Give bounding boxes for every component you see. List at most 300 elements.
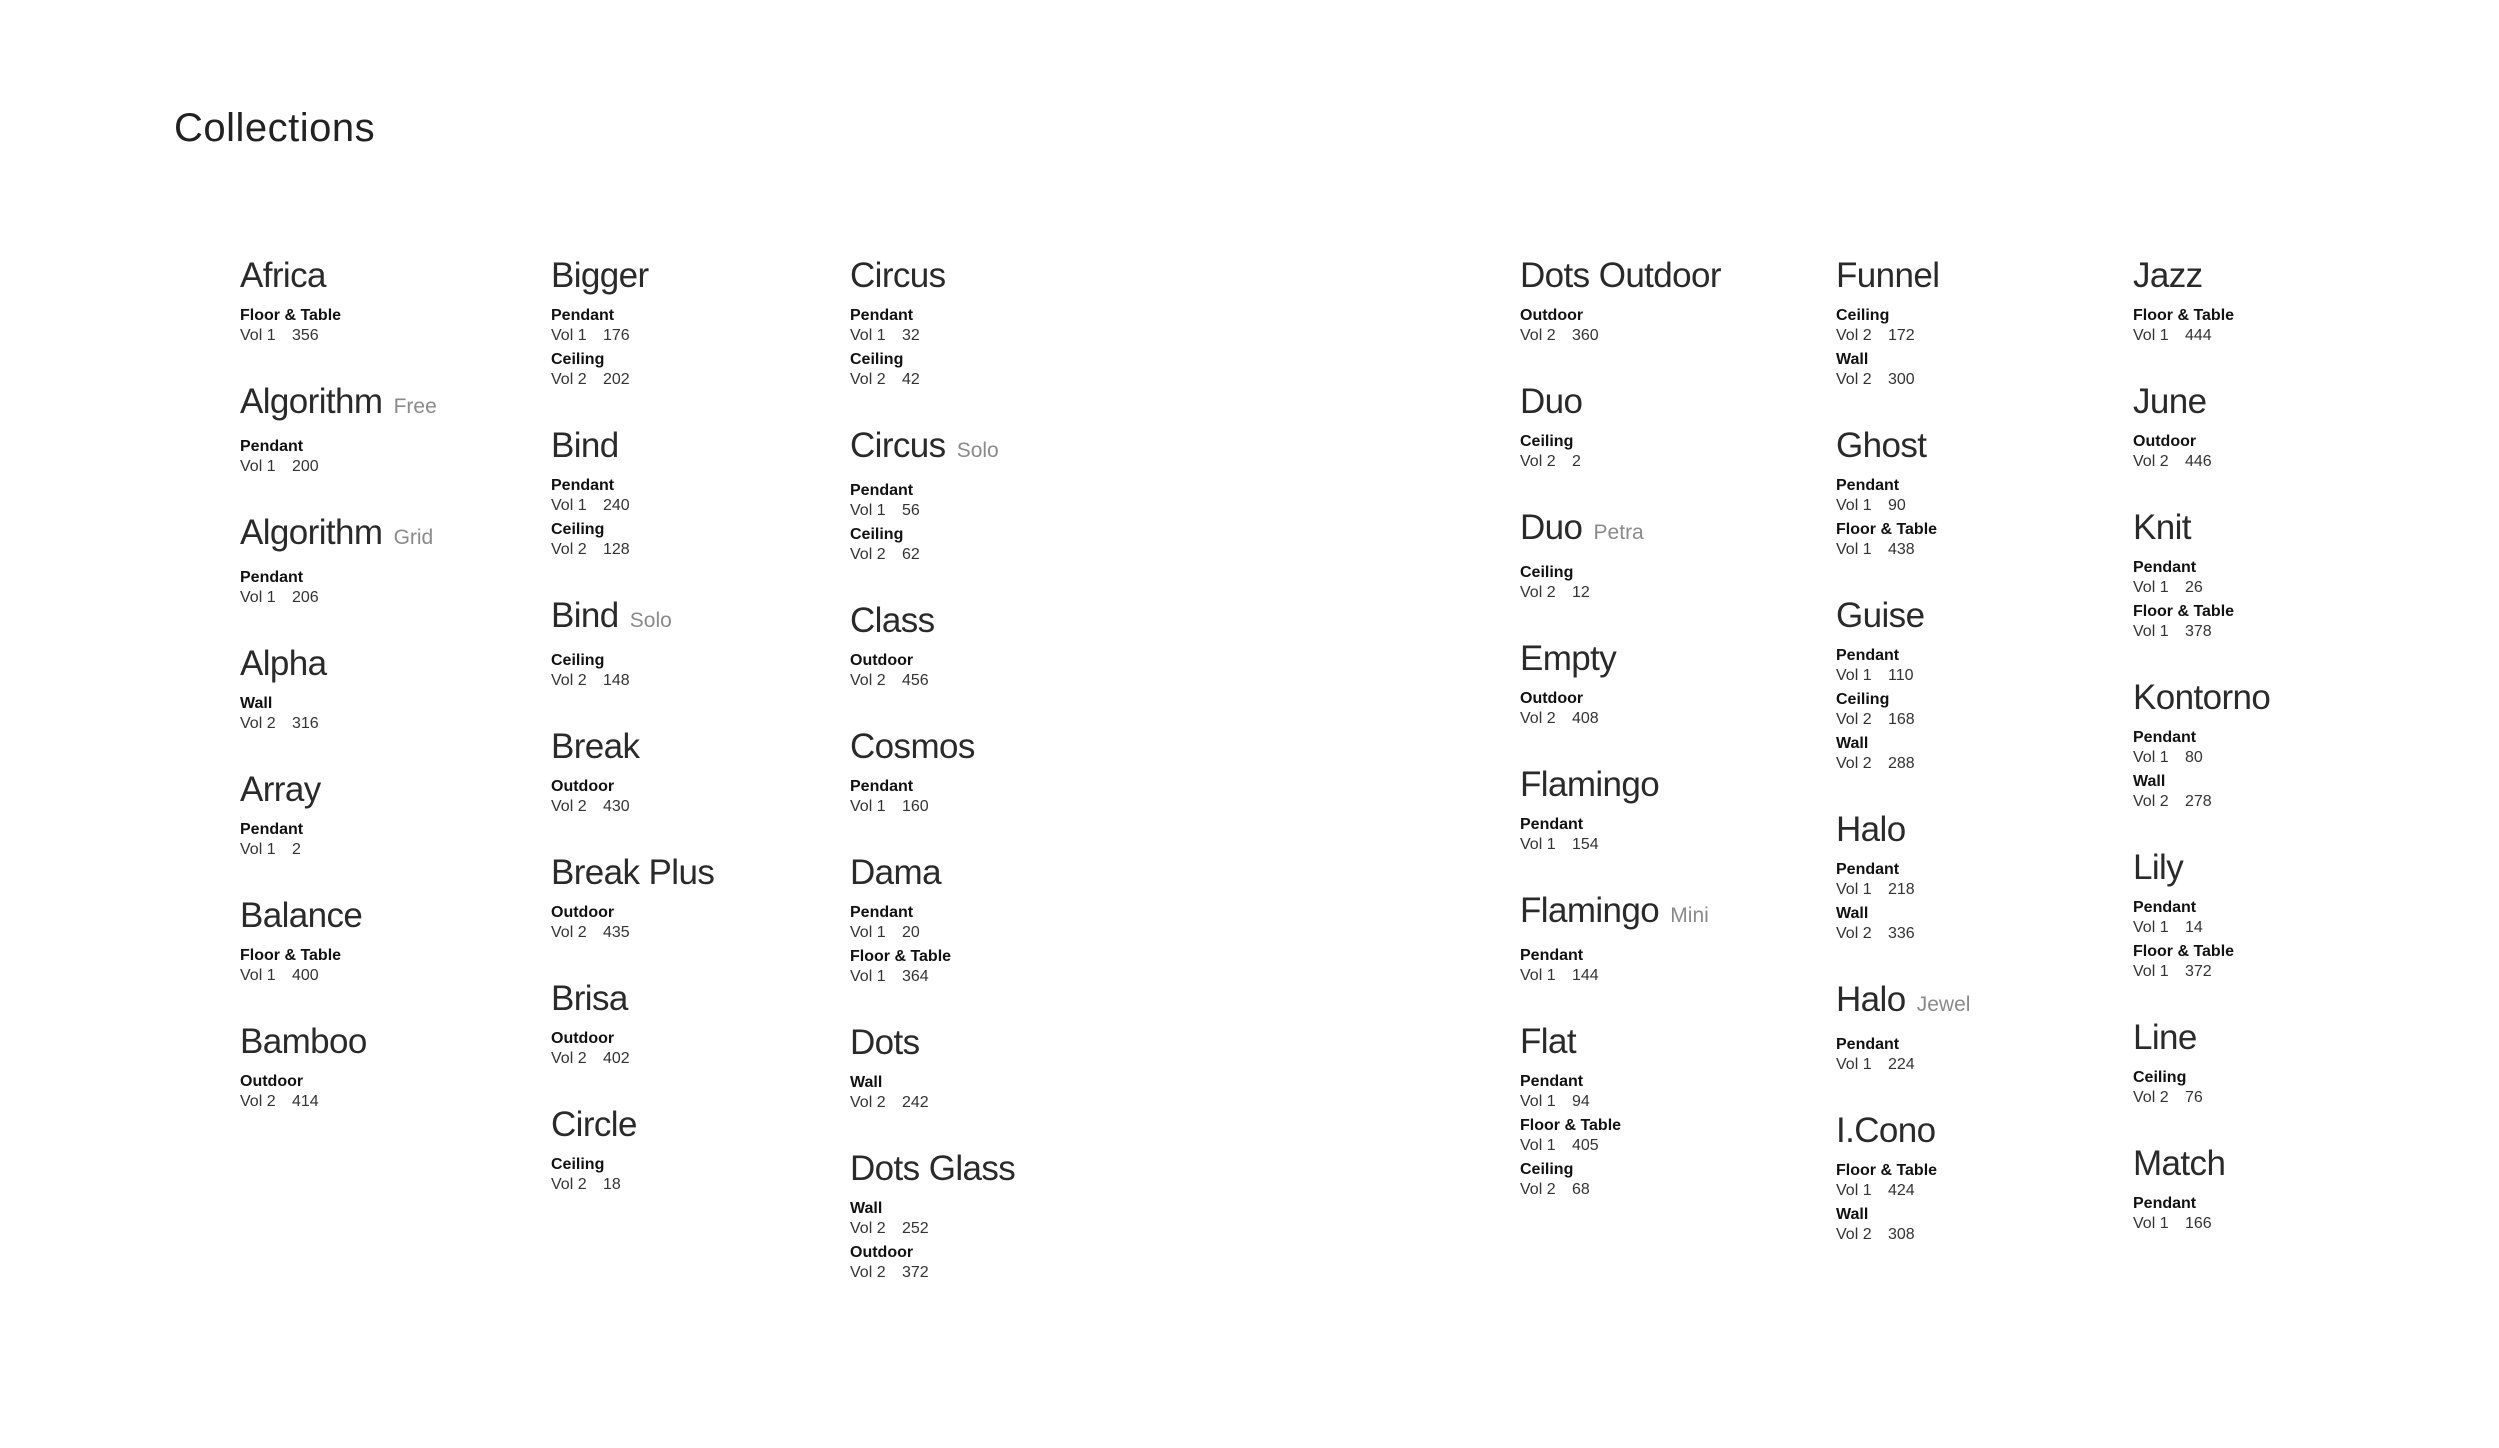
- category-label: Floor & Table: [850, 948, 952, 965]
- collection-name-text: Dama: [850, 853, 941, 892]
- collection-items: [850, 903, 1150, 987]
- page-number: 435: [603, 924, 630, 941]
- page-number: 200: [292, 458, 319, 475]
- volume-page-ref: [240, 457, 540, 477]
- collection-entry[interactable]: [2133, 1016, 2433, 1108]
- collection-name: [551, 594, 851, 643]
- collection-entry[interactable]: [551, 424, 851, 560]
- volume-label: Vol 2: [850, 672, 886, 689]
- page-number: 360: [1572, 327, 1599, 344]
- collection-entry[interactable]: [551, 851, 851, 943]
- page-number: 424: [1888, 1182, 1915, 1199]
- collection-items: [1520, 563, 1820, 603]
- collection-name-text: Bind: [551, 596, 619, 635]
- category-label: Pendant: [240, 569, 304, 586]
- page-number: 144: [1572, 967, 1599, 984]
- collection-name: [240, 894, 540, 938]
- collection-variant: Grid: [393, 526, 434, 549]
- collection-name-text: Break Plus: [551, 853, 715, 892]
- collection-items: [2133, 306, 2433, 346]
- collection-items: [1520, 432, 1820, 472]
- page-number: 252: [902, 1220, 929, 1237]
- volume-page-ref: [850, 923, 1150, 943]
- collection-entry[interactable]: [551, 725, 851, 817]
- category-label: Floor & Table: [240, 947, 342, 964]
- volume-label: Vol 2: [850, 546, 886, 563]
- volume-label: Vol 1: [2133, 579, 2169, 596]
- volume-label: Vol 1: [850, 798, 886, 815]
- category-label: Ceiling: [850, 526, 904, 543]
- page-number: 154: [1572, 836, 1599, 853]
- collection-items: [850, 1199, 1150, 1283]
- volume-label: Vol 2: [240, 715, 276, 732]
- category-label: Wall: [1836, 351, 1869, 368]
- collection-name: [1836, 808, 2136, 852]
- collection-name-text: Cosmos: [850, 727, 975, 766]
- category-label: Ceiling: [551, 351, 605, 368]
- volume-page-ref: [1520, 709, 1820, 729]
- volume-page-ref: [240, 840, 540, 860]
- collection-items: [1836, 306, 2136, 390]
- collection-name-text: Array: [240, 770, 321, 809]
- volume-page-ref: [2133, 748, 2433, 768]
- volume-page-ref: [240, 714, 540, 734]
- collection-entry[interactable]: [1520, 380, 1820, 472]
- collection-column-2: [551, 254, 851, 1229]
- collection-entry[interactable]: [2133, 380, 2433, 472]
- collection-items: [240, 568, 540, 608]
- volume-page-ref: [551, 326, 851, 346]
- collection-name: [551, 424, 851, 468]
- volume-label: Vol 1: [1520, 967, 1556, 984]
- category-label: Ceiling: [1520, 564, 1574, 581]
- volume-label: Vol 1: [1520, 1093, 1556, 1110]
- collection-name: [1520, 637, 1820, 681]
- page-number: 240: [603, 497, 630, 514]
- page-number: 456: [902, 672, 929, 689]
- volume-page-ref: [1520, 966, 1820, 986]
- collection-entry[interactable]: [850, 851, 1150, 987]
- volume-label: Vol 2: [551, 1176, 587, 1193]
- page-number: 62: [902, 546, 920, 563]
- volume-label: Vol 1: [551, 497, 587, 514]
- collection-entry[interactable]: [1836, 424, 2136, 560]
- collection-name-text: Ghost: [1836, 426, 1927, 465]
- category-label: Outdoor: [240, 1073, 304, 1090]
- volume-label: Vol 1: [2133, 327, 2169, 344]
- page-number: 26: [2185, 579, 2203, 596]
- collection-name-text: Balance: [240, 896, 363, 935]
- collection-name-text: Funnel: [1836, 256, 1940, 295]
- category-label: Wall: [1836, 1206, 1869, 1223]
- volume-label: Vol 2: [1520, 327, 1556, 344]
- collection-name: [2133, 506, 2433, 550]
- collection-name: [850, 725, 1150, 769]
- collection-items: [551, 476, 851, 560]
- category-label: Pendant: [240, 821, 304, 838]
- collection-entry[interactable]: [240, 1020, 540, 1112]
- volume-label: Vol 2: [850, 1094, 886, 1111]
- collection-entry[interactable]: [240, 768, 540, 860]
- collection-entry[interactable]: [2133, 506, 2433, 642]
- collection-entry[interactable]: [1836, 978, 2136, 1075]
- volume-page-ref: [240, 1092, 540, 1112]
- volume-page-ref: [850, 1263, 1150, 1283]
- volume-page-ref: [2133, 326, 2433, 346]
- collection-name: [2133, 676, 2433, 720]
- collection-entry[interactable]: [850, 424, 1150, 565]
- volume-page-ref: [2133, 1088, 2433, 1108]
- volume-label: Vol 1: [240, 327, 276, 344]
- collection-name-text: Dots: [850, 1023, 920, 1062]
- collection-name-text: Flamingo: [1520, 891, 1660, 930]
- collection-entry[interactable]: [240, 380, 540, 477]
- collection-name: [850, 599, 1150, 643]
- collection-name-text: Halo: [1836, 980, 1906, 1019]
- category-label: Wall: [1836, 735, 1869, 752]
- collection-entry[interactable]: [2133, 254, 2433, 346]
- category-label: Floor & Table: [2133, 943, 2235, 960]
- category-label: Floor & Table: [1520, 1117, 1622, 1134]
- page-number: 68: [1572, 1181, 1590, 1198]
- collection-name: [240, 380, 540, 429]
- volume-page-ref: [1836, 1055, 2136, 1075]
- volume-label: Vol 2: [850, 371, 886, 388]
- category-label: Pendant: [2133, 559, 2197, 576]
- collection-items: [551, 1155, 851, 1195]
- collection-name-text: I.Cono: [1836, 1111, 1936, 1150]
- category-label: Outdoor: [1520, 307, 1584, 324]
- collection-name: [1520, 380, 1820, 424]
- collection-items: [240, 946, 540, 986]
- category-label: Ceiling: [1836, 307, 1890, 324]
- volume-label: Vol 2: [551, 924, 587, 941]
- page-number: 76: [2185, 1089, 2203, 1106]
- volume-page-ref: [1836, 880, 2136, 900]
- category-label: Ceiling: [1520, 1161, 1574, 1178]
- collection-items: [240, 820, 540, 860]
- category-label: Wall: [240, 695, 273, 712]
- collection-name: [850, 1147, 1150, 1191]
- collection-entry[interactable]: [551, 254, 851, 390]
- volume-label: Vol 2: [1836, 925, 1872, 942]
- category-label: Outdoor: [551, 778, 615, 795]
- volume-page-ref: [1520, 1136, 1820, 1156]
- collection-entry[interactable]: [551, 977, 851, 1069]
- category-label: Pendant: [551, 477, 615, 494]
- collection-name: [850, 1021, 1150, 1065]
- page-number: 80: [2185, 749, 2203, 766]
- volume-page-ref: [551, 923, 851, 943]
- collection-name-text: Dots Glass: [850, 1149, 1016, 1188]
- page-number: 278: [2185, 793, 2212, 810]
- volume-label: Vol 2: [1520, 710, 1556, 727]
- collection-name: [850, 424, 1150, 473]
- category-label: Pendant: [240, 438, 304, 455]
- category-label: Outdoor: [2133, 433, 2197, 450]
- collection-column-3: [850, 254, 1150, 1317]
- collection-items: [2133, 1194, 2433, 1234]
- collection-entry[interactable]: [2133, 846, 2433, 982]
- collection-entry[interactable]: [1836, 254, 2136, 390]
- collection-items: [551, 777, 851, 817]
- collection-items: [551, 306, 851, 390]
- collection-items: [240, 1072, 540, 1112]
- volume-label: Vol 1: [2133, 623, 2169, 640]
- category-label: Ceiling: [1520, 433, 1574, 450]
- collection-name-text: Dots Outdoor: [1520, 256, 1721, 295]
- volume-page-ref: [551, 671, 851, 691]
- volume-page-ref: [1520, 1092, 1820, 1112]
- page-number: 405: [1572, 1137, 1599, 1154]
- page-number: 224: [1888, 1056, 1915, 1073]
- volume-label: Vol 2: [1520, 1181, 1556, 1198]
- page-number: 444: [2185, 327, 2212, 344]
- volume-label: Vol 2: [1836, 755, 1872, 772]
- category-label: Pendant: [1520, 816, 1584, 833]
- volume-label: Vol 1: [1836, 1182, 1872, 1199]
- page-number: 32: [902, 327, 920, 344]
- collection-entry[interactable]: [1520, 1020, 1820, 1200]
- collection-name-text: Knit: [2133, 508, 2191, 547]
- page-number: 430: [603, 798, 630, 815]
- volume-label: Vol 2: [1836, 711, 1872, 728]
- volume-label: Vol 2: [850, 1264, 886, 1281]
- collection-entry[interactable]: [1520, 763, 1820, 855]
- collection-items: [551, 1029, 851, 1069]
- collection-name-text: Lily: [2133, 848, 2184, 887]
- page-number: 378: [2185, 623, 2212, 640]
- collection-name-text: Jazz: [2133, 256, 2203, 295]
- volume-page-ref: [2133, 962, 2433, 982]
- collection-name-text: Africa: [240, 256, 326, 295]
- volume-label: Vol 2: [1520, 453, 1556, 470]
- category-label: Floor & Table: [240, 307, 342, 324]
- collection-entry[interactable]: [850, 599, 1150, 691]
- collection-items: [850, 1073, 1150, 1113]
- collection-name-text: Flamingo: [1520, 765, 1660, 804]
- volume-label: Vol 1: [2133, 963, 2169, 980]
- category-label: Pendant: [2133, 1195, 2197, 1212]
- page-number: 90: [1888, 497, 1906, 514]
- volume-page-ref: [1520, 1180, 1820, 1200]
- volume-label: Vol 1: [551, 327, 587, 344]
- category-label: Ceiling: [850, 351, 904, 368]
- collection-items: [240, 437, 540, 477]
- category-label: Ceiling: [551, 1156, 605, 1173]
- volume-label: Vol 1: [1836, 541, 1872, 558]
- collection-entry[interactable]: [1520, 637, 1820, 729]
- category-label: Pendant: [1836, 647, 1900, 664]
- volume-page-ref: [551, 1175, 851, 1195]
- volume-label: Vol 2: [551, 672, 587, 689]
- volume-label: Vol 2: [1836, 1226, 1872, 1243]
- category-label: Ceiling: [1836, 691, 1890, 708]
- collection-name-text: June: [2133, 382, 2207, 421]
- volume-page-ref: [551, 1049, 851, 1069]
- volume-page-ref: [1836, 1225, 2136, 1245]
- page-number: 42: [902, 371, 920, 388]
- category-label: Ceiling: [2133, 1069, 2187, 1086]
- collection-name-text: Match: [2133, 1144, 2226, 1183]
- volume-page-ref: [1836, 666, 2136, 686]
- page-number: 408: [1572, 710, 1599, 727]
- volume-page-ref: [1836, 540, 2136, 560]
- collection-entry[interactable]: [1520, 889, 1820, 986]
- volume-label: Vol 2: [2133, 1089, 2169, 1106]
- collection-name: [1836, 978, 2136, 1027]
- collection-entry[interactable]: [850, 725, 1150, 817]
- volume-page-ref: [1836, 710, 2136, 730]
- page-number: 168: [1888, 711, 1915, 728]
- collection-entry[interactable]: [551, 1103, 851, 1195]
- collection-name-text: Duo: [1520, 382, 1583, 421]
- page-number: 308: [1888, 1226, 1915, 1243]
- collection-name-text: Alpha: [240, 644, 327, 683]
- page-number: 446: [2185, 453, 2212, 470]
- volume-page-ref: [1836, 326, 2136, 346]
- collection-entry[interactable]: [1520, 254, 1820, 346]
- page-number: 364: [902, 968, 929, 985]
- collection-name-text: Circus: [850, 256, 946, 295]
- volume-label: Vol 1: [850, 924, 886, 941]
- collection-name-text: Circus: [850, 426, 946, 465]
- collection-name: [1836, 594, 2136, 638]
- category-label: Pendant: [1836, 477, 1900, 494]
- collection-entry[interactable]: [551, 594, 851, 691]
- collection-entry[interactable]: [850, 254, 1150, 390]
- collection-name: [1520, 1020, 1820, 1064]
- category-label: Pendant: [2133, 729, 2197, 746]
- collection-name-text: Halo: [1836, 810, 1906, 849]
- collection-entry[interactable]: [850, 1147, 1150, 1283]
- collection-name: [1836, 424, 2136, 468]
- collection-name: [850, 851, 1150, 895]
- collection-items: [1520, 1072, 1820, 1200]
- category-label: Pendant: [850, 904, 914, 921]
- volume-label: Vol 1: [2133, 749, 2169, 766]
- volume-page-ref: [2133, 452, 2433, 472]
- collection-name: [1520, 254, 1820, 298]
- page-number: 400: [292, 967, 319, 984]
- collection-name: [551, 725, 851, 769]
- collection-entry[interactable]: [2133, 676, 2433, 812]
- collection-items: [1836, 476, 2136, 560]
- collection-entry[interactable]: [1836, 1109, 2136, 1245]
- collection-entry[interactable]: [240, 894, 540, 986]
- category-label: Floor & Table: [2133, 307, 2235, 324]
- collection-items: [240, 306, 540, 346]
- page-number: 372: [902, 1264, 929, 1281]
- page-number: 160: [902, 798, 929, 815]
- volume-page-ref: [1836, 496, 2136, 516]
- collection-entry[interactable]: [1520, 506, 1820, 603]
- collection-entry[interactable]: [240, 254, 540, 346]
- volume-page-ref: [551, 797, 851, 817]
- collection-name: [2133, 846, 2433, 890]
- category-label: Wall: [1836, 905, 1869, 922]
- collection-name-text: Brisa: [551, 979, 628, 1018]
- category-label: Pendant: [850, 482, 914, 499]
- collection-items: [2133, 558, 2433, 642]
- collection-name: [2133, 1142, 2433, 1186]
- collection-name: [551, 1103, 851, 1147]
- volume-label: Vol 1: [240, 841, 276, 858]
- collection-items: [850, 651, 1150, 691]
- collection-items: [1520, 946, 1820, 986]
- collection-name-text: Flat: [1520, 1022, 1576, 1061]
- category-label: Pendant: [1520, 947, 1584, 964]
- volume-label: Vol 1: [240, 458, 276, 475]
- volume-label: Vol 2: [551, 798, 587, 815]
- page-number: 148: [603, 672, 630, 689]
- collection-entry[interactable]: [240, 511, 540, 608]
- volume-label: Vol 1: [850, 502, 886, 519]
- collection-items: [551, 651, 851, 691]
- collection-entry[interactable]: [2133, 1142, 2433, 1234]
- collection-entry[interactable]: [1836, 808, 2136, 944]
- collection-variant: Solo: [956, 439, 999, 462]
- volume-page-ref: [2133, 918, 2433, 938]
- collection-variant: Solo: [629, 609, 672, 632]
- collection-name-text: Bamboo: [240, 1022, 367, 1061]
- volume-page-ref: [1836, 754, 2136, 774]
- category-label: Ceiling: [551, 652, 605, 669]
- collection-items: [1836, 1161, 2136, 1245]
- page-number: 2: [292, 841, 301, 858]
- volume-page-ref: [850, 1093, 1150, 1113]
- page-number: 300: [1888, 371, 1915, 388]
- volume-page-ref: [2133, 578, 2433, 598]
- page-number: 56: [902, 502, 920, 519]
- page-number: 438: [1888, 541, 1915, 558]
- page-number: 414: [292, 1093, 319, 1110]
- category-label: Outdoor: [850, 1244, 914, 1261]
- category-label: Wall: [850, 1200, 883, 1217]
- collection-items: [1520, 306, 1820, 346]
- page-number: 316: [292, 715, 319, 732]
- category-label: Pendant: [850, 778, 914, 795]
- collection-name-text: Circle: [551, 1105, 637, 1144]
- collection-variant: Free: [393, 395, 437, 418]
- volume-label: Vol 2: [850, 1220, 886, 1237]
- collection-items: [1836, 646, 2136, 774]
- volume-page-ref: [551, 540, 851, 560]
- collection-column-6: [2133, 254, 2433, 1268]
- page-number: 242: [902, 1094, 929, 1111]
- volume-label: Vol 1: [240, 967, 276, 984]
- collection-items: [551, 903, 851, 943]
- volume-label: Vol 2: [551, 541, 587, 558]
- collection-entry[interactable]: [240, 642, 540, 734]
- volume-label: Vol 2: [2133, 793, 2169, 810]
- collection-items: [1836, 860, 2136, 944]
- category-label: Wall: [850, 1074, 883, 1091]
- page-number: 202: [603, 371, 630, 388]
- collection-entry[interactable]: [1836, 594, 2136, 774]
- collection-variant: Mini: [1670, 904, 1709, 927]
- collection-name-text: Guise: [1836, 596, 1925, 635]
- page-number: 336: [1888, 925, 1915, 942]
- volume-label: Vol 2: [1836, 371, 1872, 388]
- page-number: 172: [1888, 327, 1915, 344]
- collection-name: [551, 851, 851, 895]
- collection-name: [240, 768, 540, 812]
- collection-name: [1520, 763, 1820, 807]
- collection-name: [2133, 1016, 2433, 1060]
- collection-entry[interactable]: [850, 1021, 1150, 1113]
- volume-page-ref: [1520, 583, 1820, 603]
